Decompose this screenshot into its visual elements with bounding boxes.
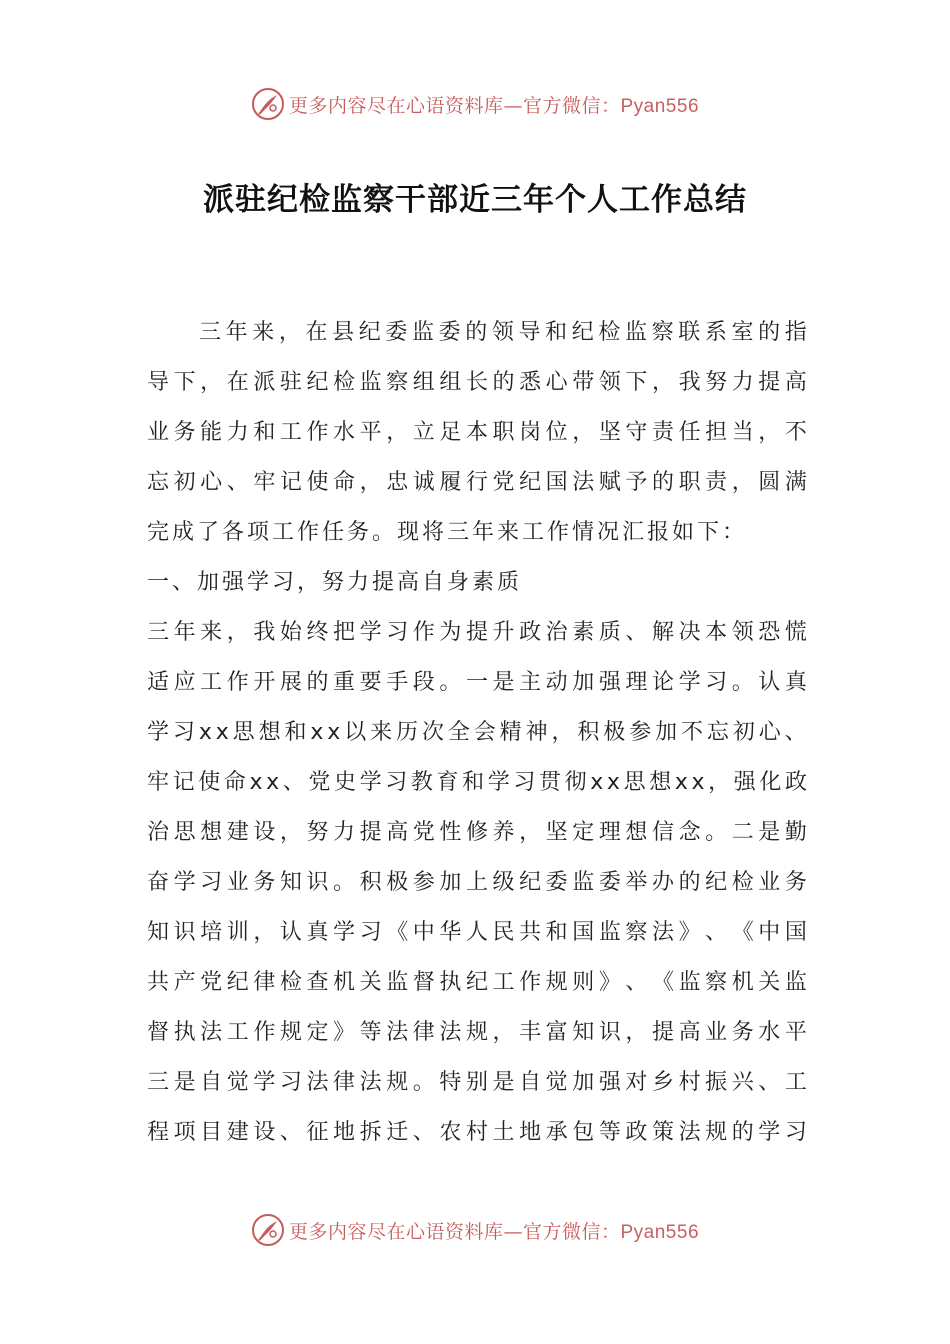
quill-logo-icon: [251, 1213, 285, 1247]
watermark-text: 更多内容尽在心语资料库—官方微信：Pyan556: [288, 94, 700, 117]
section-heading: 一、加强学习，努力提高自身素质: [147, 570, 523, 595]
footer-watermark: [0, 1208, 950, 1252]
document-title: 派驻纪检监察干部近三年个人工作总结: [203, 182, 747, 218]
body-line: 牢 记 使 命 x x 、 党 史 学 习 教 育 和 学 习 贯 彻 x x 思 想 x x ， 强 化 政: [147, 770, 807, 795]
body-line: 程 项 目 建 设 、 征 地 拆 迁 、 农 村 土 地 承 包 等 政 策 法 规 的 学 习: [147, 1120, 807, 1145]
watermark-text: 更多内容尽在心语资料库—官方微信：Pyan556: [288, 1220, 700, 1243]
body-line: 导 下 ， 在 派 驻 纪 检 监 察 组 组 长 的 悉 心 带 领 下 ， 我 努 力 提 高: [147, 370, 807, 395]
quill-logo-icon: [251, 87, 285, 121]
body-line: 业 务 能 力 和 工 作 水 平 ， 立 足 本 职 岗 位 ， 坚 守 责 任 担 当 ， 不: [147, 420, 807, 445]
header-watermark: [0, 82, 950, 126]
watermark-handle: Pyan556: [620, 1221, 700, 1243]
body-line: 适 应 工 作 开 展 的 重 要 手 段 。 一 是 主 动 加 强 理 论 学 习 。 认 真: [147, 670, 807, 695]
body-line: 三 是 自 觉 学 习 法 律 法 规 。 特 别 是 自 觉 加 强 对 乡 村 振 兴 、 工: [147, 1070, 807, 1095]
body-line: 知 识 培 训 ， 认 真 学 习 《 中 华 人 民 共 和 国 监 察 法 》 、 《 中 国: [147, 920, 807, 945]
body-line: 忘 初 心 、 牢 记 使 命 ， 忠 诚 履 行 党 纪 国 法 赋 予 的 职 责 ， 圆 满: [147, 470, 807, 495]
body-line: 三 年 来 ， 在 县 纪 委 监 委 的 领 导 和 纪 检 监 察 联 系 室 的 指: [199, 320, 807, 345]
watermark-handle: Pyan556: [620, 95, 700, 117]
body-line: 学 习 x x 思 想 和 x x 以 来 历 次 全 会 精 神 ， 积 极 参 加 不 忘 初 心 、: [147, 720, 807, 745]
body-line: 完成了各项工作任务。现将三年来工作情况汇报如下：: [147, 520, 748, 545]
body-line: 共 产 党 纪 律 检 查 机 关 监 督 执 纪 工 作 规 则 》 、 《 监 察 机 关 监: [147, 970, 807, 995]
body-line: 三 年 来 ， 我 始 终 把 学 习 作 为 提 升 政 治 素 质 、 解 决 本 领 恐 慌: [147, 620, 807, 645]
body-line: 治 思 想 建 设 ， 努 力 提 高 党 性 修 养 ， 坚 定 理 想 信 念 。 二 是 勤: [147, 820, 807, 845]
body-line: 奋 学 习 业 务 知 识 。 积 极 参 加 上 级 纪 委 监 委 举 办 的 纪 检 业 务: [147, 870, 807, 895]
document-body: [147, 308, 807, 1158]
body-line: 督 执 法 工 作 规 定 》 等 法 律 法 规 ， 丰 富 知 识 ， 提 高 业 务 水 平: [147, 1020, 807, 1045]
